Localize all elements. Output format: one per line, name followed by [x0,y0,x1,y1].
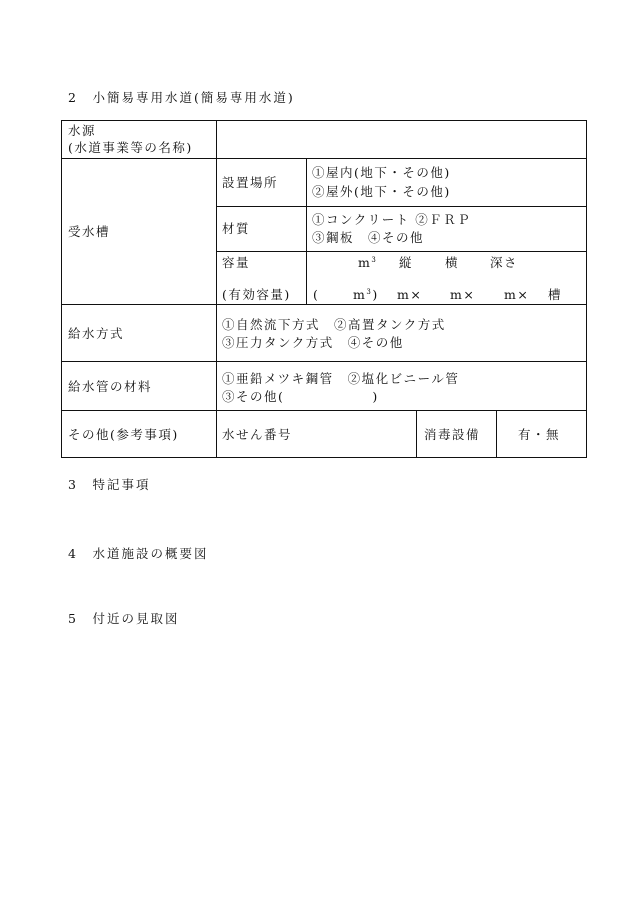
disinfection-yes-no: 有・無 [518,427,561,442]
material-label: 材質 [222,221,251,236]
source-value-field[interactable] [222,131,580,149]
dimension-depth-label: 深さ [490,255,519,270]
row-divider [62,410,586,411]
dimension-unit-3: m× [504,287,530,302]
material-options-line2: ③鋼板 ④その他 [312,230,425,245]
location-option-indoor: ①屋内(地下・その他) [312,165,451,180]
source-label-sub: (水道事業等の名称) [68,140,193,155]
section-3-heading: 3 特記事項 [68,477,151,492]
pipe-material-label: 給水管の材料 [68,379,153,394]
column-divider [306,158,307,304]
capacity-label: 容量 [222,255,251,270]
dimension-unit-1: m× [397,287,423,302]
dimension-horizontal-label: 横 [445,255,460,270]
pipe-material-options-line1: ①亜鉛メツキ鋼管 ②塩化ビニール管 [222,371,460,386]
supply-method-label: 給水方式 [68,326,125,341]
effective-capacity-unit: $m^3$) [353,287,379,302]
dimension-unit-2: m× [450,287,476,302]
pipe-material-options-line2: ③その他( ) [222,389,379,404]
tap-number-label: 水せん番号 [222,427,293,442]
row-divider [216,251,586,252]
row-divider [62,158,586,159]
row-divider [216,206,586,207]
column-divider [496,410,497,457]
section-5-heading: 5 付近の見取図 [68,611,180,626]
paren-open: ( [313,287,320,302]
supply-method-options-line2: ③圧力タンク方式 ④その他 [222,335,404,350]
disinfection-equipment-label: 消毒設備 [424,427,481,442]
other-notes-label: その他(参考事項) [68,427,179,442]
column-divider [416,410,417,457]
receiving-tank-label: 受水槽 [68,224,111,239]
dimension-vertical-label: 縦 [399,255,414,270]
section-2-heading: 2 小簡易専用水道(簡易専用水道) [68,90,295,105]
source-label: 水源 [68,123,97,138]
location-label: 設置場所 [222,175,279,190]
location-option-outdoor: ②屋外(地下・その他) [312,184,451,199]
column-divider [216,121,217,457]
capacity-unit-m3: $m^3$ [358,255,378,270]
supply-method-options-line1: ①自然流下方式 ②高置タンク方式 [222,317,446,332]
water-supply-form-table [61,120,587,458]
row-divider [62,304,586,305]
material-options-line1: ①コンクリート ②ＦＲＰ [312,212,472,227]
section-4-heading: 4 水道施設の概要図 [68,546,209,561]
effective-capacity-label: (有効容量) [222,287,291,302]
row-divider [62,361,586,362]
tank-count-unit: 槽 [548,287,563,302]
